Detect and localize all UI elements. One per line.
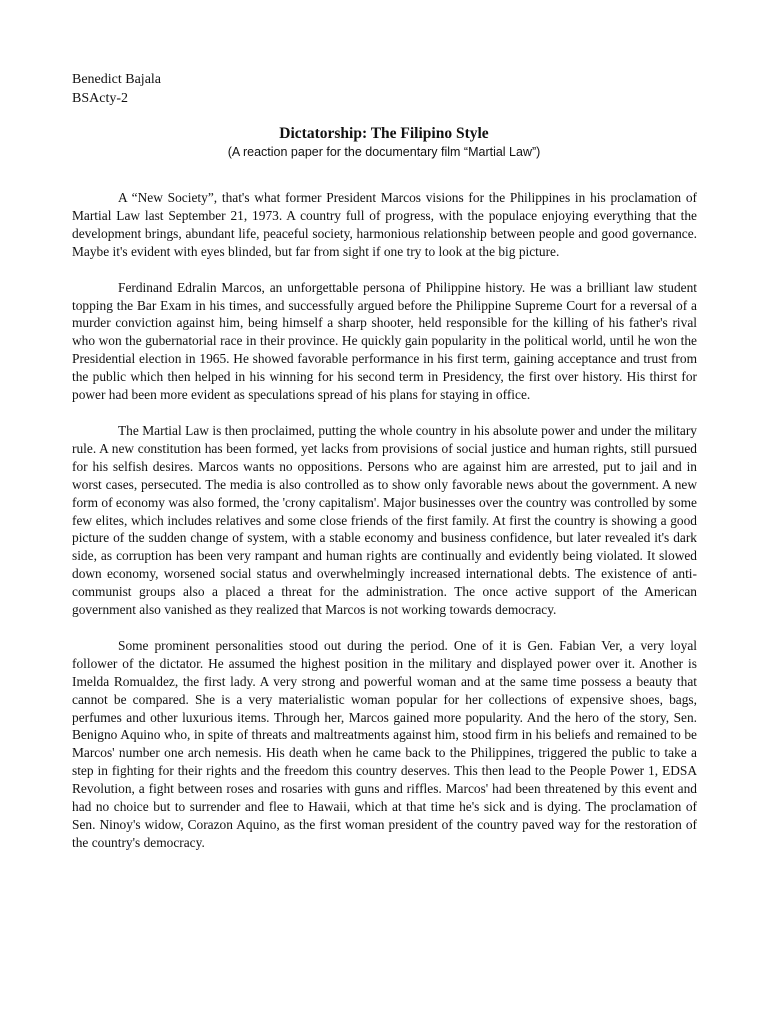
course-label: BSActy-2 [72,91,128,106]
document-subtitle: (A reaction paper for the documentary film “Martial Law”) [227,145,541,159]
document-title: Dictatorship: The Filipino Style [279,125,489,142]
author-block [72,70,161,108]
paragraph-2: Ferdinand Edralin Marcos, an unforgettable persona of Philippine history. He was a brilliant law student topping the Bar Exam in his times, and successfully argued before the Philippine Supreme Court for a reversal of a murder conviction against him, being himself a sharp shooter, held responsible for the killing of his father's rival who won the gubernatorial race in their province. He quickly gain popularity in the political world, until he won the Presidential election in 1965. He showed favorable performance in his first term, gaining acceptance and trust from the public which then helped in his winning for his second term in Presidency, the first over history. His thirst for power had been more evident as speculations spread of his plans for staying in office. [72,279,697,403]
paragraph-4: Some prominent personalities stood out during the period. One of it is Gen. Fabian Ver, a very loyal follower of the dictator. He assumed the highest position in the military and displayed power over it. Another is Imelda Romualdez, the first lady. A very strong and powerful woman and at the same time possess a beauty that cannot be compared. She is a very materialistic woman popular for her collections of expensive shoes, bags, perfumes and other luxurious items. Through her, Marcos gained more popularity. And the hero of the story, Sen. Benigno Aquino who, in spite of threats and maltreatments against him, stood firm in his beliefs and remained to be Marcos' number one arch nemesis. His death when he came back to the Philippines, triggered the public to take a step in fighting for their rights and the freedom this country deserves. This then lead to the People Power 1, EDSA Revolution, a fight between roses and rosaries with guns and riffles. Marcos' had been threatened by this event and had no choice but to surrender and flee to Hawaii, which at that time he's sick and is dying. The proclamation of Sen. Ninoy's widow, Corazon Aquino, as the first woman president of the country paved way for the restoration of the country's democracy. [72,637,697,850]
author-name: Benedict Bajala [72,72,162,87]
paragraph-3: The Martial Law is then proclaimed, putting the whole country in his absolute power and under the military rule. A new constitution has been formed, yet lacks from provisions of social justice and human rights, still pursued for his selfish desires. Marcos wants no oppositions. Persons who are against him are arrested, put to jail and in worst cases, persecuted. The media is also controlled as to show only favorable news about the government. A new form of economy was also formed, the 'crony capitalism'. Major businesses over the country was controlled by some few elites, which includes relatives and some close friends of the first family. At first the country is showing a good picture of the sudden change of system, with a stable economy and business confidence, but later revealed it's dark side, as corruption has been very rampant and human rights are continually and evidently being violated. It slowed down economy, worsened social status and overwhelmingly increased international debts. The existence of anti-communist groups also a placed a threat for the administration. The once active support of the American government also vanished as they realized that Marcos is not working towards democracy. [72,422,697,618]
paragraph-1: A “New Society”, that's what former President Marcos visions for the Philippines in his proclamation of Martial Law last September 21, 1973. A country full of progress, with the populace enjoying everything that the development brings, abundant life, peaceful society, harmonious relationship between people and good governance. Maybe it's evident with eyes blinded, but far from sight if one try to look at the big picture. [72,190,697,259]
document-body [72,189,697,870]
